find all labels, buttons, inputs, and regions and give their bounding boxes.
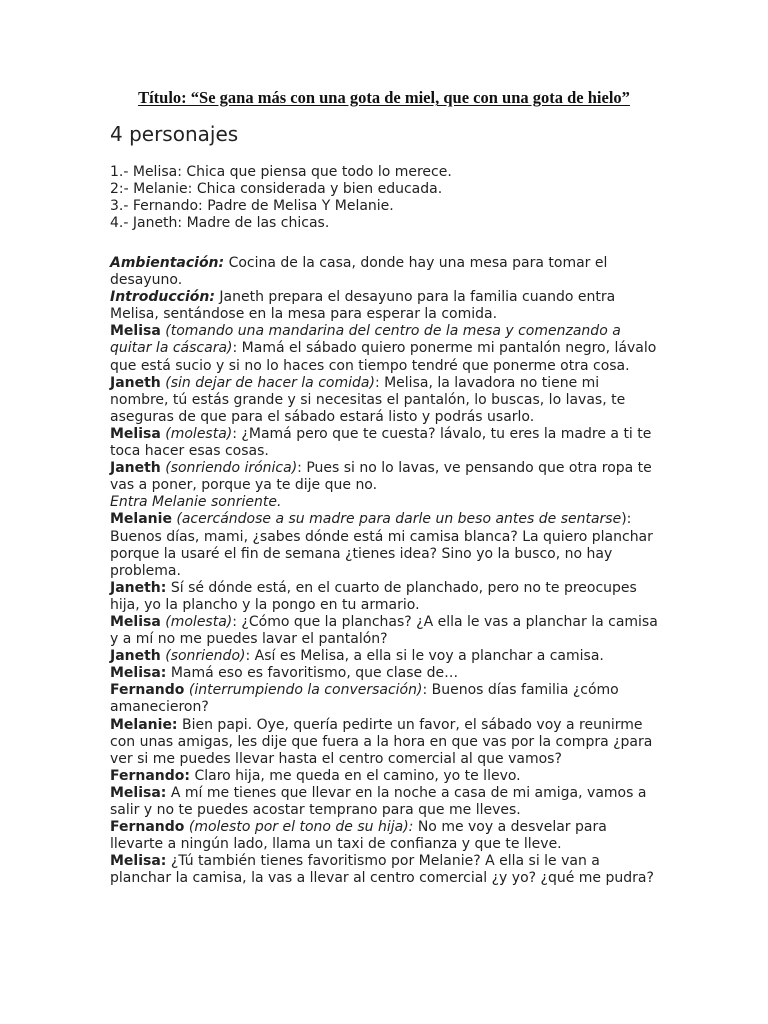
speaker-name: Melisa: [110,784,167,801]
script-line [110,323,662,374]
script-line [110,614,662,648]
character-item: 3.- Fernando: Padre de Melisa Y Melanie. [110,198,394,215]
character-item: 4.- Janeth: Madre de las chicas. [110,215,330,232]
script-line [110,289,662,323]
script-line [110,853,662,887]
stage-direction: Entra Melanie sonriente. [110,494,282,511]
dialogue-text: : Melisa, la lavadora no tiene mi nombre, tú estás grande y si necesitas el pantalón, lo buscas, lo lavas, te aseguras de que para el sábado estará listo y podrás usarlo. [110,374,626,425]
stage-direction: (molesto por el tono de su hija): [184,819,414,836]
dialogue-text: : Buenos días familia ¿cómo amanecieron? [110,682,619,716]
script-line [110,768,662,785]
stage-direction: (molesta) [160,425,233,442]
character-item: 2:- Melanie: Chica considerada y bien educada. [110,181,443,198]
stage-direction: (acercándose a su madre para darle un beso antes de sentarse [171,511,622,528]
speaker-name: Melisa: [110,853,167,870]
speaker-name: Melisa [110,613,161,630]
script-line [110,255,662,289]
speaker-name: Melisa [110,323,161,340]
dialogue-text: Mamá eso es favoritismo, que clase de… [166,665,459,682]
script-line [110,580,662,614]
script-line [110,494,662,511]
script-line [110,648,662,665]
speaker-name: Melisa: [110,665,167,682]
speaker-name: Melanie [110,511,172,528]
character-list [110,164,670,232]
speaker-name: Janeth [110,460,161,477]
script-line [110,682,662,716]
stage-direction: (interrumpiendo la conversación) [184,682,423,699]
script-line [110,717,662,768]
speaker-name: Melisa [110,425,161,442]
speaker-name: Introducción: [110,289,215,306]
stage-direction: (tomando una mandarina del centro de la mesa y comenzando a quitar la cáscara) [110,323,621,357]
dialogue-text: Sí sé dónde está, en el cuarto de planchado, pero no te preocupes hija, yo la plancho y la pongo en tu armario. [110,579,637,613]
dialogue-text: : Pues si no lo lavas, ve pensando que otra ropa te vas a poner, porque ya te dije que no. [110,460,652,494]
stage-direction: (sin dejar de hacer la comida) [160,374,375,391]
dialogue-text: ): Buenos días, mami, ¿sabes dónde está mi camisa blanca? La quiero planchar porque la usaré el fin de semana ¿tienes idea? Sino yo la busco, no hay problema. [110,511,653,579]
script-dialogue [110,255,662,887]
dialogue-text: Janeth prepara el desayuno para la familia cuando entra Melisa, sentándose en la mesa para esperar la comida. [110,289,616,323]
script-line [110,785,662,819]
dialogue-text: : Mamá el sábado quiero ponerme mi pantalón negro, lávalo que está sucio y si no lo haces con tiempo tendré que ponerme otra cosa. [110,340,657,374]
dialogue-text: : ¿Mamá pero que te cuesta? lávalo, tu eres la madre a ti te toca hacer esas cosas. [110,425,652,460]
stage-direction: (molesta) [160,613,233,630]
dialogue-text: Cocina de la casa, donde hay una mesa para tomar el desayuno. [110,255,608,289]
speaker-name: Melanie: [110,716,178,733]
speaker-name: Ambientación: [110,255,225,271]
script-line [110,819,662,853]
script-line [110,460,662,494]
speaker-name: Fernando [110,682,185,699]
dialogue-text: : ¿Cómo que la planchas? ¿A ella le vas a planchar la camisa y a mí no me puedes lavar el pantalón? [110,613,658,648]
dialogue-text: : Así es Melisa, a ella si le voy a planchar a camisa. [245,648,604,665]
speaker-name: Fernando [110,819,185,836]
dialogue-text: A mí me tienes que llevar en la noche a casa de mi amiga, vamos a salir y no te puedes acostar temprano para que me lleves. [110,784,647,818]
script-line [110,426,662,460]
character-item: 1.- Melisa: Chica que piensa que todo lo merece. [110,164,452,180]
speaker-name: Fernando: [110,767,191,784]
document-subtitle: 4 personajes [110,122,239,146]
stage-direction: (sonriendo irónica) [160,460,298,477]
dialogue-text: ¿Tú también tienes favoritismo por Melanie? A ella si le van a planchar la camisa, la vas a llevar al centro comercial ¿y yo? ¿qué me pudra? [110,853,654,887]
script-line [110,375,662,426]
dialogue-text: Bien papi. Oye, quería pedirte un favor, el sábado voy a reunirme con unas amigas, les dije que fuera a la hora en que vas por la compra ¿para ver si me puedes llevar hasta el centro comercial al que vamos? [110,716,653,767]
dialogue-text: No me voy a desvelar para llevarte a ningún lado, llama un taxi de confianza y que te lleve. [110,819,607,853]
dialogue-text: Claro hija, me queda en el camino, yo te llevo. [190,767,521,784]
speaker-name: Janeth [110,374,161,391]
speaker-name: Janeth [110,648,161,665]
speaker-name: Janeth: [110,579,167,596]
document-title: Título: “Se gana más con una gota de miel, que con una gota de hielo” [138,88,630,107]
script-line [110,665,662,682]
script-line [110,511,662,579]
stage-direction: (sonriendo) [160,648,246,665]
